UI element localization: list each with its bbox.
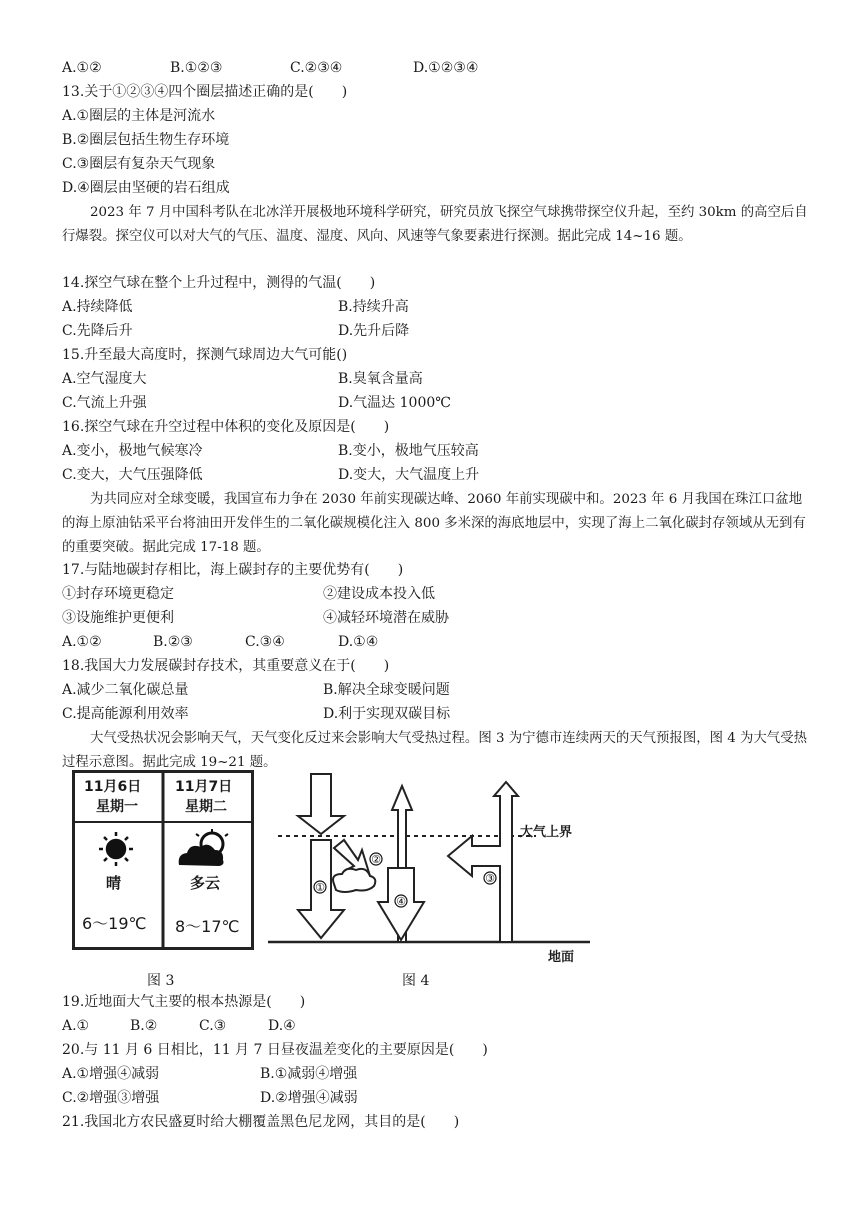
q15-option-a: A.空气湿度大 bbox=[62, 371, 147, 387]
q12-option-a: A.①② bbox=[62, 60, 102, 76]
q14-option-c: C.先降后升 bbox=[62, 323, 133, 339]
q20-option-a: A.①增强④减弱 bbox=[62, 1066, 160, 1082]
q13-stem: 13.关于①②③④四个圈层描述正确的是( ) bbox=[62, 84, 348, 100]
q19-option-d: D.④ bbox=[268, 1018, 296, 1034]
q18-option-a: A.减少二氧化碳总量 bbox=[62, 682, 189, 698]
fig3-day2-weekday: 星期二 bbox=[185, 799, 227, 815]
q13-option-c: C.③圈层有复杂天气现象 bbox=[62, 156, 216, 172]
fig3-day1-weekday: 星期一 bbox=[96, 799, 138, 815]
q17-option-c: C.③④ bbox=[245, 634, 285, 650]
q12-option-d: D.①②③④ bbox=[413, 60, 479, 76]
q17-option-b: B.②③ bbox=[153, 634, 193, 650]
q13-option-d: D.④圈层由坚硬的岩石组成 bbox=[62, 180, 230, 196]
fig4-diagram bbox=[268, 770, 598, 970]
fig3-day1-weather: 晴 bbox=[106, 874, 122, 892]
q19-option-b: B.② bbox=[130, 1018, 158, 1034]
q13-option-a: A.①圈层的主体是河流水 bbox=[62, 108, 216, 124]
q14-stem: 14.探空气球在整个上升过程中，测得的气温( ) bbox=[62, 275, 376, 291]
q20-option-b: B.①减弱④增强 bbox=[260, 1066, 358, 1082]
fig4-ground-label: 地面 bbox=[548, 950, 575, 965]
fig3-day2-date: 11月7日 bbox=[175, 779, 233, 795]
q15-option-c: C.气流上升强 bbox=[62, 395, 147, 411]
arrow-3-ground-radiation bbox=[448, 782, 518, 942]
fig3-caption: 图 3 bbox=[147, 973, 175, 989]
q20-option-d: D.②增强④减弱 bbox=[260, 1090, 358, 1106]
passage-heating: 大气受热状况会影响天气，天气变化反过来会影响大气受热过程。图 3 为宁德市连续两天的天气预报图，图 4 为大气受热过程示意图。据此完成 19~21 题。 bbox=[62, 731, 807, 770]
q17-item-3: ③设施维护更便利 bbox=[62, 610, 174, 626]
q17-item-4: ④减轻环境潜在威胁 bbox=[323, 610, 449, 626]
q14-option-b: B.持续升高 bbox=[338, 299, 409, 315]
fig3-day1-temp: 6～19℃ bbox=[82, 914, 147, 933]
q16-option-d: D.变大，大气温度上升 bbox=[338, 467, 480, 483]
cloud-shape bbox=[333, 869, 375, 892]
q17-option-d: D.①④ bbox=[338, 634, 379, 650]
q18-option-d: D.利于实现双碳目标 bbox=[323, 706, 451, 722]
arrow-1-label: ① bbox=[315, 881, 325, 894]
q15-option-d: D.气温达 1000℃ bbox=[338, 395, 451, 411]
q15-option-b: B.臭氧含量高 bbox=[338, 371, 423, 387]
q18-stem: 18.我国大力发展碳封存技术，其重要意义在于( ) bbox=[62, 658, 390, 674]
q16-option-a: A.变小，极地气候寒冷 bbox=[62, 443, 203, 459]
fig4-caption: 图 4 bbox=[402, 973, 430, 989]
q17-item-2: ②建设成本投入低 bbox=[323, 586, 435, 602]
q15-stem: 15.升至最大高度时，探测气球周边大气可能() bbox=[62, 347, 348, 363]
fig3-day2-weather: 多云 bbox=[190, 874, 221, 892]
arrow-2-label: ② bbox=[371, 853, 381, 866]
arrow-4-label: ④ bbox=[396, 895, 406, 908]
arrow-1-solar-radiation bbox=[298, 774, 344, 834]
q19-option-a: A.① bbox=[62, 1018, 90, 1034]
q18-option-c: C.提高能源利用效率 bbox=[62, 706, 189, 722]
q19-option-c: C.③ bbox=[199, 1018, 227, 1034]
q17-item-1: ①封存环境更稳定 bbox=[62, 586, 174, 602]
q16-stem: 16.探空气球在升空过程中体积的变化及原因是( ) bbox=[62, 419, 390, 435]
q17-option-a: A.①② bbox=[62, 634, 102, 650]
q19-stem: 19.近地面大气主要的根本热源是( ) bbox=[62, 994, 306, 1010]
q20-option-c: C.②增强③增强 bbox=[62, 1090, 160, 1106]
arrow-3-label: ③ bbox=[485, 872, 495, 885]
q20-stem: 20.与 11 月 6 日相比，11 月 7 日昼夜温差变化的主要原因是( ) bbox=[62, 1042, 488, 1058]
q21-stem: 21.我国北方农民盛夏时给大棚覆盖黑色尼龙网，其目的是( ) bbox=[62, 1114, 460, 1130]
q16-option-c: C.变大，大气压强降低 bbox=[62, 467, 203, 483]
fig3-day2-temp: 8～17℃ bbox=[175, 917, 240, 936]
passage-balloon: 2023 年 7 月中国科考队在北冰洋开展极地环境科学研究，研究员放飞探空气球携带探空仪升起，至约 30km 的高空后自行爆裂。探空仪可以对大气的气压、温度、湿度、风向、风速等气象要素进行探测。据此完成 14~16 题。 bbox=[62, 205, 808, 244]
sun-icon bbox=[99, 832, 133, 866]
q18-option-b: B.解决全球变暖问题 bbox=[323, 682, 450, 698]
passage-carbon: 为共同应对全球变暖，我国宣布力争在 2030 年前实现碳达峰、2060 年前实现碳中和。2023 年 6 月我国在珠江口盆地的海上原油钻采平台将油田开发伴生的二氧化碳规模化注入 800 多米深的海底地层中，实现了海上二氧化碳封存领域从无到有的重要突破。据此完成 17-18 题。 bbox=[62, 492, 806, 555]
q12-option-b: B.①②③ bbox=[170, 60, 223, 76]
cloud-sun-icon bbox=[179, 829, 228, 866]
q12-option-c: C.②③④ bbox=[290, 60, 343, 76]
q14-option-d: D.先升后降 bbox=[338, 323, 410, 339]
q14-option-a: A.持续降低 bbox=[62, 299, 133, 315]
fig4-top-label: 大气上界 bbox=[520, 825, 573, 840]
fig3-day1-date: 11月6日 bbox=[84, 779, 142, 795]
q13-option-b: B.②圈层包括生物生存环境 bbox=[62, 132, 230, 148]
q17-stem: 17.与陆地碳封存相比，海上碳封存的主要优势有( ) bbox=[62, 562, 404, 578]
q16-option-b: B.变小，极地气压较高 bbox=[338, 443, 479, 459]
